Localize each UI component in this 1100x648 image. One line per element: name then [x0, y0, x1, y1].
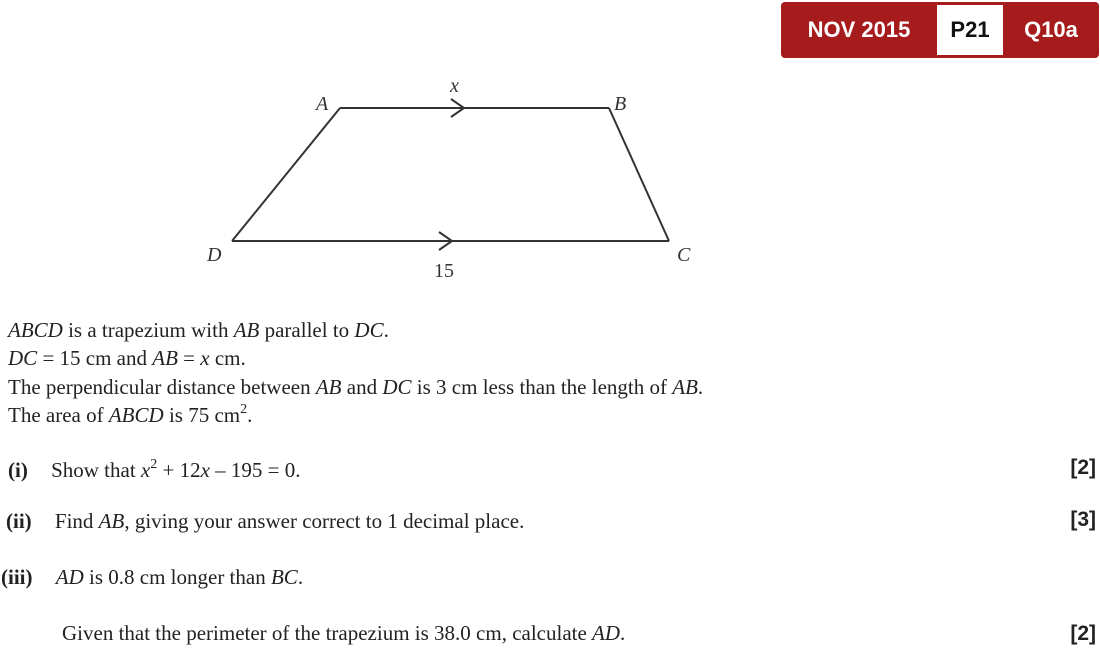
vertex-label-d: D [207, 244, 222, 266]
side-label-x: x [450, 75, 459, 97]
marks-part-ii: [3] [1070, 508, 1096, 531]
side-label-15: 15 [434, 260, 454, 282]
part-number: (i) [8, 458, 28, 482]
vertex-label-c: C [677, 244, 691, 266]
question-part-i: (i) Show that $x^2 + 12x - 195 = 0$. [8, 457, 301, 482]
part-number: (ii) [6, 509, 32, 533]
stem-line-2: DC = 15 cm and AB = x cm. [8, 346, 246, 370]
marks-part-i: [2] [1070, 456, 1096, 479]
trapezium-diagram [0, 0, 1100, 300]
marks-part-iii: [2] [1070, 622, 1096, 645]
stem-line-3: The perpendicular distance between AB and DC is 3 cm less than the length of AB. [8, 375, 704, 399]
part-number: (iii) [1, 565, 33, 589]
side-ad [232, 108, 340, 241]
question-part-ii: (ii) Find AB, giving your answer correct to 1 decimal place. [6, 509, 525, 533]
side-bc [609, 108, 669, 241]
vertex-label-a: A [316, 93, 329, 115]
question-part-iii-line-2: Given that the perimeter of the trapezium is 38.0 cm, calculate AD. [62, 621, 626, 645]
exam-date: NOV 2015 [807, 17, 911, 42]
stem-line-4: The area of ABCD is 75 $cm^2$. [8, 402, 253, 427]
vertex-label-b: B [614, 93, 627, 115]
paper-code: P21 [937, 5, 1003, 55]
question-part-iii: (iii) AD is 0.8 cm longer than BC. [1, 565, 304, 589]
trapezium-outline [232, 99, 669, 250]
question-number: Q10a [1024, 17, 1078, 42]
stem-line-1: ABCD is a trapezium with AB parallel to DC. [8, 318, 389, 342]
